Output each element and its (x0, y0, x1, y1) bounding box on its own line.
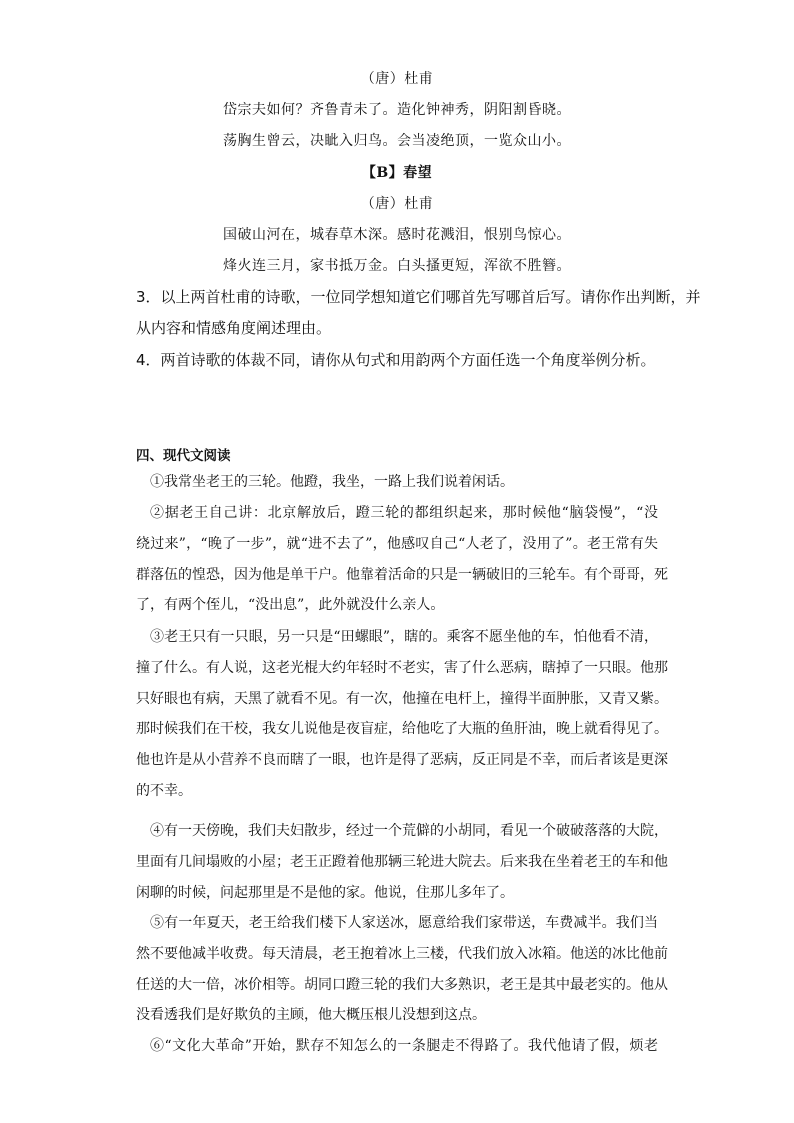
paragraph-line: 了，有两个侄儿，“没出息”，此外就没什么亲人。 (136, 597, 445, 614)
poem-a-line-2: 荡胸生曾云，决眦入归鸟。会当凌绝顶，一览众山小。 (223, 133, 571, 149)
paragraph-line: ⑤有一年夏天，老王给我们楼下人家送冰，愿意给我们家带送，车费减半。我们当 (150, 915, 658, 931)
paragraph-line: 没看透我们是好欺负的主顾，他大概压根儿没想到这点。 (136, 1007, 486, 1024)
paragraph-line: ⑥“文化大革命”开始，默存不知怎么的一条腿走不得路了。我代他请了假，烦老 (150, 1038, 658, 1054)
paragraph-line: ④有一天傍晚，我们夫妇散步，经过一个荒僻的小胡同，看见一个破破落落的大院， (150, 823, 668, 839)
paragraph-4 (136, 816, 668, 908)
poem-b-title: 【B】春望 (361, 165, 433, 181)
paragraph-line: 绕过来”，“晚了一步”，就“进不去了”，他感叹自己“人老了，没用了”。老王常有失 (136, 535, 658, 552)
paragraph-line: 闲聊的时候，问起那里是不是他的家。他说，住那儿多年了。 (136, 884, 514, 901)
paragraph-line: 那时候我们在干校，我女儿说他是夜盲症，给他吃了大瓶的鱼肝油，晚上就看得见了。 (136, 721, 668, 738)
paragraph-line: ②据老王自己讲：北京解放后，蹬三轮的都组织起来，那时候他“脑袋慢”，“没 (150, 505, 658, 521)
paragraph-line: 撞了什么。有人说，这老光棍大约年轻时不老实，害了什么恶病，瞎掉了一只眼。他那 (136, 659, 668, 676)
paragraph-line: 只好眼也有病，天黑了就看不见。有一次，他撞在电杆上，撞得半面肿胀，又青又紫。 (136, 690, 668, 707)
paragraph-2 (136, 498, 668, 621)
question-3-line-2: 从内容和情感角度阐述理由。 (136, 319, 332, 337)
paragraph-line: 任送的大一倍，冰价相等。胡同口蹬三轮的我们大多熟识，老王是其中最老实的。他从 (136, 976, 668, 993)
paragraph-line: ①我常坐老王的三轮。他蹬，我坐，一路上我们说着闲话。 (150, 474, 514, 490)
paragraph-line: 群落伍的惶恐，因为他是单干户。他靠着活命的只是一辆破旧的三轮车。有个哥哥，死 (136, 566, 668, 583)
paragraph-line: 里面有几间塌败的小屋；老王正蹬着他那辆三轮进大院去。后来我在坐着老王的车和他 (136, 853, 668, 870)
paragraph-6 (136, 1031, 658, 1062)
paragraph-line: 的不幸。 (136, 782, 192, 799)
paragraph-line: 他也许是从小营养不良而瞎了一眼，也许是得了恶病，反正同是不幸，而后者该是更深 (136, 752, 668, 769)
poem-b-line-1: 国破山河在，城春草木深。感时花溅泪，恨别鸟惊心。 (223, 227, 571, 243)
question-3-line-1: 3．以上两首杜甫的诗歌，一位同学想知道它们哪首先写哪首后写。请你作出判断，并 (136, 288, 701, 306)
poem-b-line-2: 烽火连三月，家书抵万金。白头搔更短，浑欲不胜簪。 (223, 258, 571, 274)
paragraph-1 (136, 467, 658, 498)
poem-b-author: （唐）杜甫 (360, 196, 434, 212)
poem-a-author: （唐）杜甫 (360, 71, 434, 87)
paragraph-line: 然不要他减半收费。每天清晨，老王抱着冰上三楼，代我们放入冰箱。他送的冰比他前 (136, 945, 668, 962)
poem-a-line-1: 岱宗夫如何？齐鲁青未了。造化钟神秀，阴阳割昏晓。 (223, 102, 571, 118)
question-4: 4．两首诗歌的体裁不同，请你从句式和用韵两个方面任选一个角度举例分析。 (136, 351, 656, 369)
paragraph-line: ③老王只有一只眼，另一只是“田螺眼”，瞎的。乘客不愿坐他的车，怕他看不清， (150, 629, 658, 645)
paragraph-3 (136, 622, 668, 807)
section-heading: 四、现代文阅读 (136, 448, 231, 464)
paragraph-5 (136, 908, 668, 1031)
